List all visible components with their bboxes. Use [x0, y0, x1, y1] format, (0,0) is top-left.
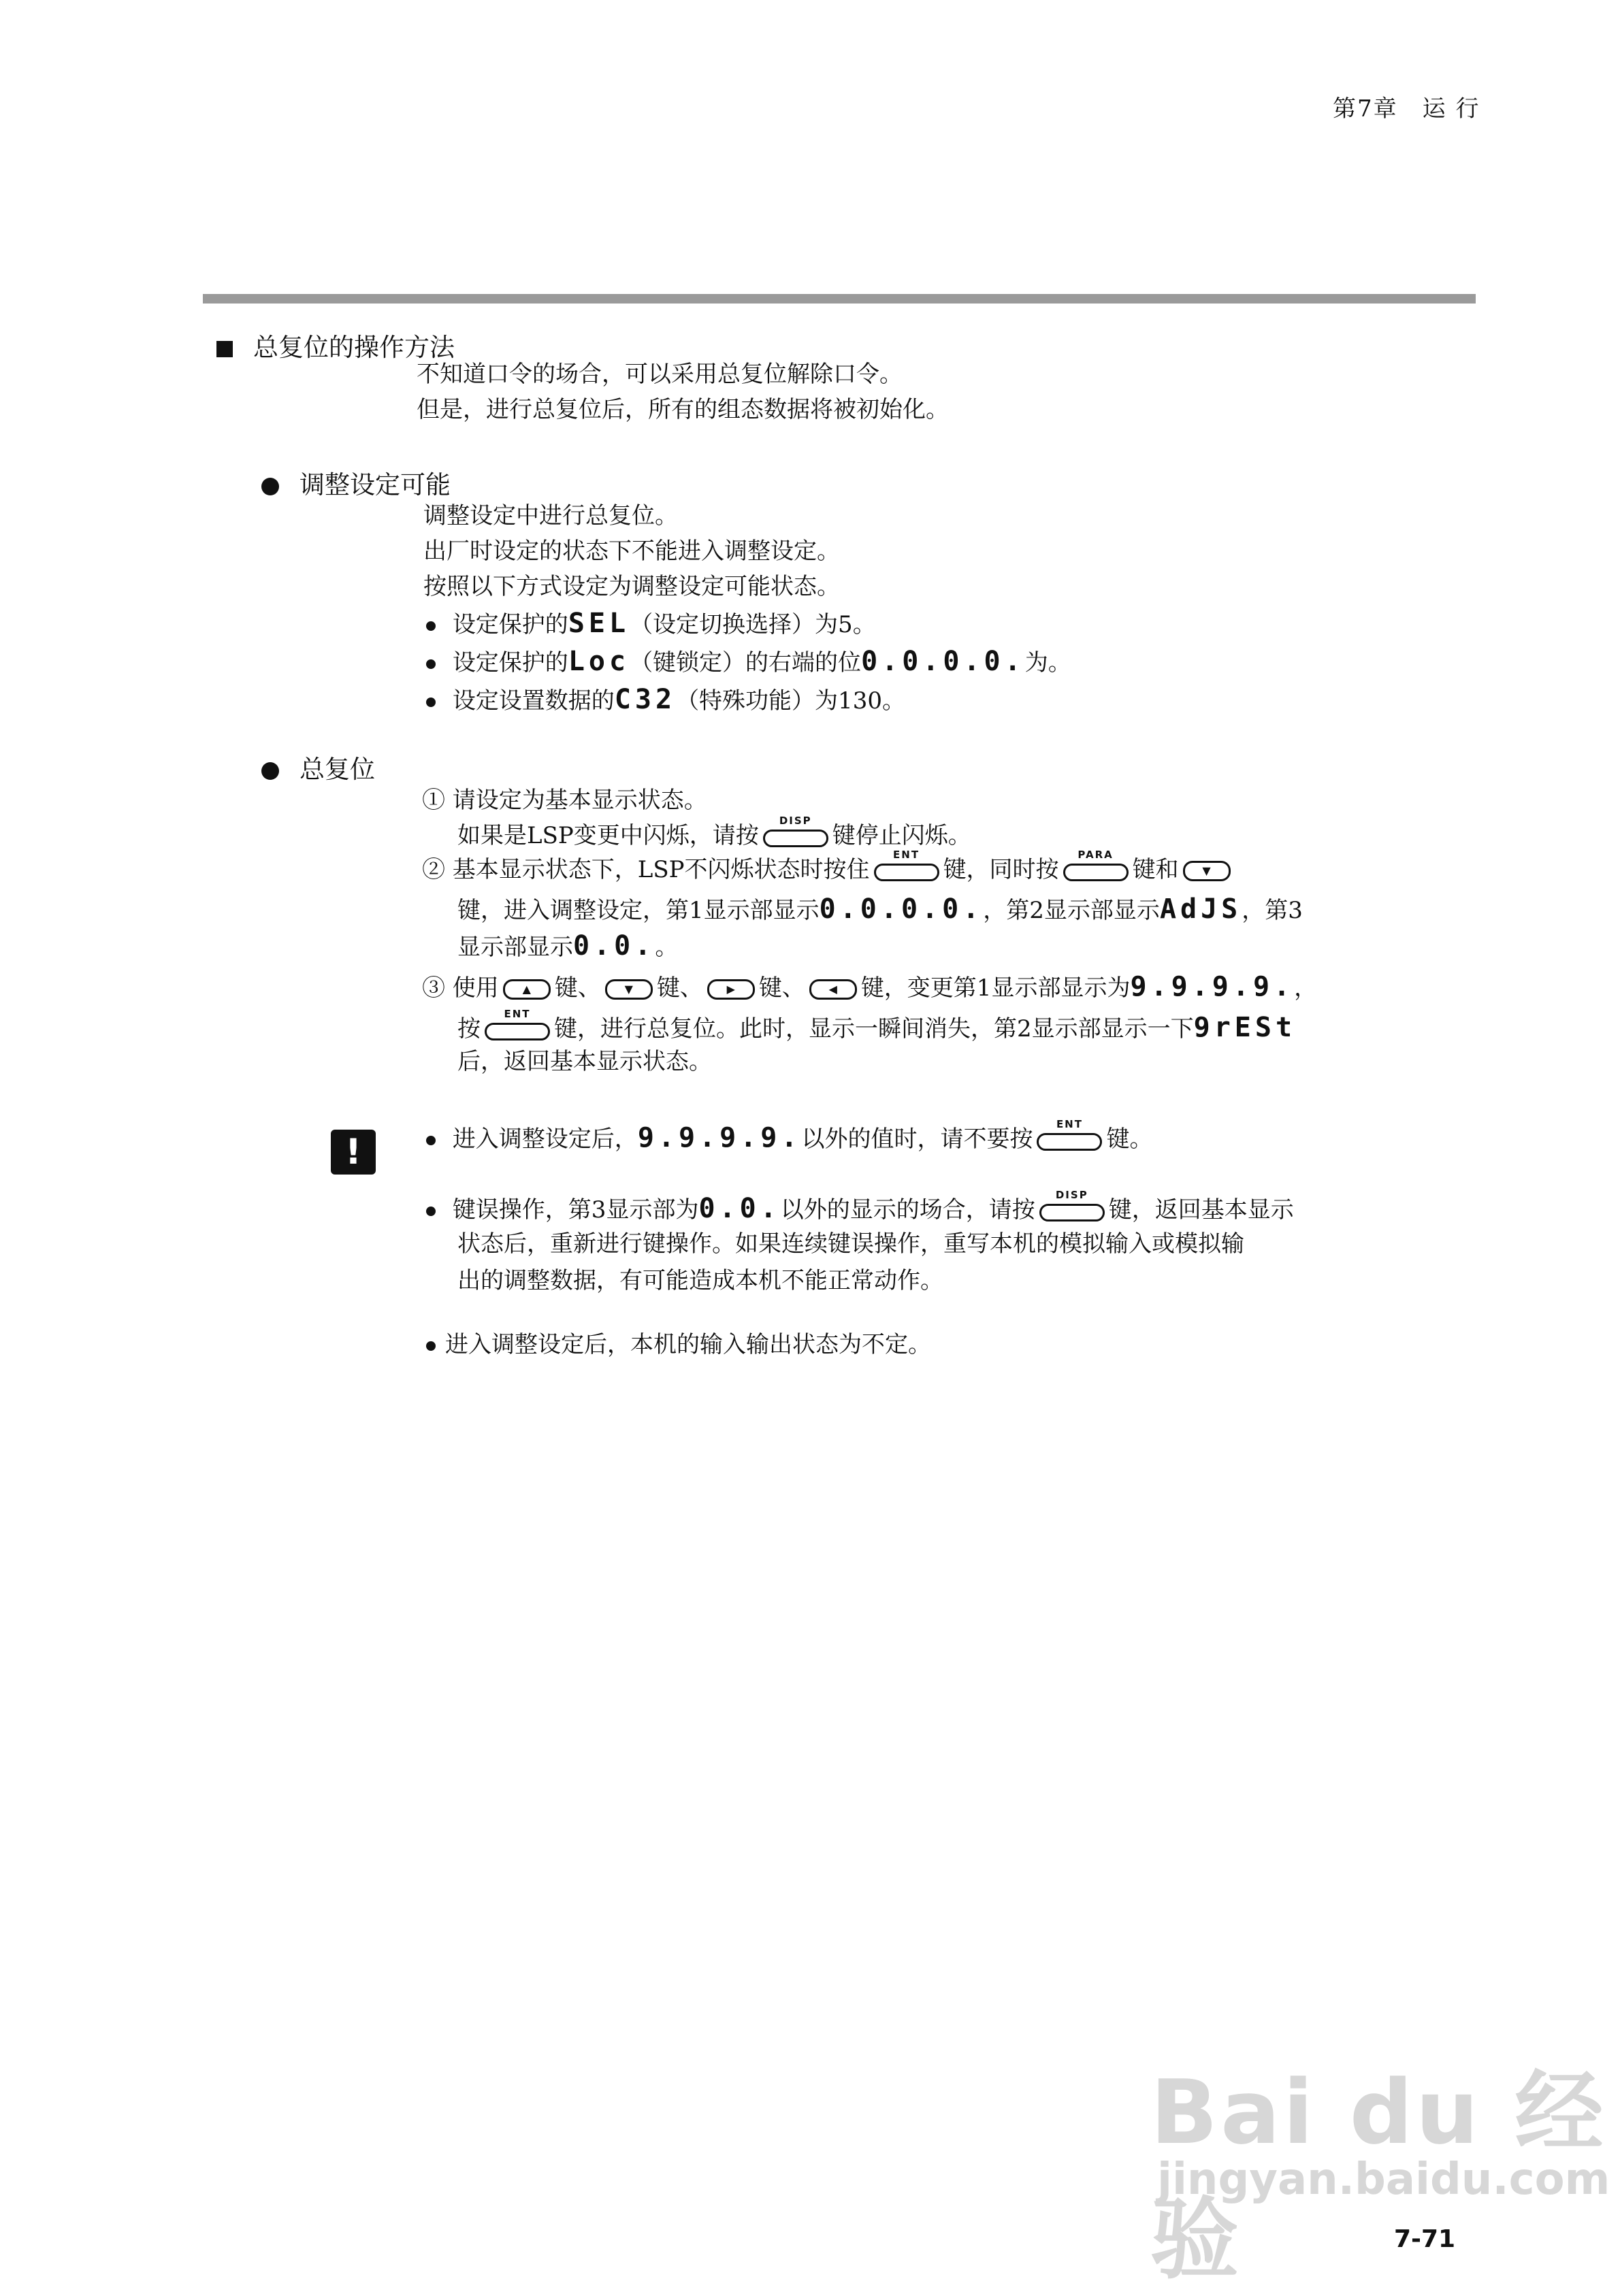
segment-display: C32 [614, 684, 677, 715]
step-2-line-2: 键，进入调整设定，第1显示部显示0.0.0.0.，第2显示部显示AdJS，第3 [457, 893, 1303, 925]
small-bullet-icon [426, 1136, 436, 1145]
warning-3: 进入调整设定后，本机的输入输出状态为不定。 [426, 1331, 931, 1359]
warning-2-line-1: 键误操作，第3显示部为0.0.以外的显示的场合，请按 DISP 键，返回基本显示 [426, 1192, 1294, 1225]
sub1-bullet-1: 设定保护的SEL（设定切换选择）为5。 [426, 607, 876, 640]
section-divider [203, 294, 1476, 304]
ent-key-icon: ENT [1037, 1130, 1102, 1151]
segment-display: 0.0.0.0. [819, 893, 984, 925]
segment-display: SEL [568, 608, 630, 639]
segment-display: Loc [568, 646, 630, 677]
intro-line-1: 不知道口令的场合，可以采用总复位解除口令。 [417, 361, 903, 388]
page-number: 7-71 [1394, 2225, 1456, 2253]
intro-line-2: 但是，进行总复位后，所有的组态数据将被初始化。 [417, 396, 949, 423]
sub-title-2: 总复位 [299, 755, 375, 784]
watermark-logo: Bai du 经验 [1150, 2061, 1606, 2291]
ent-key-icon: ENT [874, 861, 939, 881]
circle-bullet-icon [261, 762, 279, 780]
sub1-bullet-3: 设定设置数据的C32（特殊功能）为130。 [426, 683, 905, 716]
para-key-icon: PARA [1063, 861, 1129, 881]
step-3-line-3: 后，返回基本显示状态。 [457, 1048, 712, 1075]
segment-display: 0.0.0.0. [861, 646, 1025, 677]
ent-key-icon: ENT [485, 1020, 550, 1040]
small-bullet-icon [426, 659, 436, 669]
disp-key-icon: DISP [1039, 1201, 1105, 1221]
small-bullet-icon [426, 621, 436, 631]
sub1-line-3: 按照以下方式设定为调整设定可能状态。 [423, 573, 840, 600]
sub-title-1: 调整设定可能 [299, 470, 451, 499]
chapter-header: 第7章 运 行 [1333, 95, 1480, 122]
segment-display: AdJS [1159, 893, 1242, 925]
watermark-url: jingyan.baidu.com [1157, 2154, 1610, 2205]
section-title: 总复位的操作方法 [253, 333, 455, 362]
segment-display: 0.0. [573, 930, 655, 962]
sub1-line-1: 调整设定中进行总复位。 [423, 502, 678, 529]
step-2-line-1: ② 基本显示状态下，LSP不闪烁状态时按住 ENT 键，同时按 PARA 键和 ▼ [422, 856, 1235, 884]
small-bullet-icon [426, 698, 436, 707]
caution-icon: ! [331, 1130, 376, 1175]
segment-display: 9.9.9.9. [1130, 971, 1295, 1002]
disp-key-icon: DISP [763, 827, 828, 847]
segment-display: 9rESt [1193, 1012, 1297, 1043]
sub-heading-2 [261, 749, 375, 785]
small-bullet-icon [426, 1341, 436, 1351]
step-1-line-1: ① 请设定为基本显示状态。 [422, 787, 707, 814]
segment-display: 9.9.9.9. [637, 1122, 802, 1153]
step-3-line-1: ③ 使用 ▲ 键、 ▼ 键、 ▶ 键、 ◀ 键，变更第1显示部显示为9.9.9.9.， [422, 971, 1318, 1002]
section-heading [216, 327, 455, 363]
square-bullet-icon [216, 341, 233, 357]
warning-2-line-2: 状态后，重新进行键操作。如果连续键误操作，重写本机的模拟输入或模拟输 [457, 1230, 1244, 1258]
step-1-line-2: 如果是LSP变更中闪烁，请按 DISP 键停止闪烁。 [457, 815, 971, 849]
right-arrow-key-icon: ▶ [707, 979, 755, 1000]
sub1-line-2: 出厂时设定的状态下不能进入调整设定。 [423, 538, 840, 565]
sub1-bullet-2: 设定保护的Loc（键锁定）的右端的位0.0.0.0.为。 [426, 645, 1071, 678]
segment-display: 0.0. [698, 1193, 781, 1224]
down-arrow-key-icon: ▼ [605, 979, 653, 1000]
step-3-line-2: 按 ENT 键，进行总复位。此时，显示一瞬间消失，第2显示部显示一下9rESt [457, 1008, 1297, 1043]
down-arrow-key-icon: ▼ [1183, 861, 1231, 881]
warning-2-line-3: 出的调整数据，有可能造成本机不能正常动作。 [457, 1267, 943, 1294]
circle-bullet-icon [261, 478, 279, 495]
warning-1: 进入调整设定后，9.9.9.9.以外的值时，请不要按 ENT 键。 [426, 1121, 1152, 1154]
left-arrow-key-icon: ◀ [809, 979, 857, 1000]
sub-heading-1 [261, 464, 451, 501]
small-bullet-icon [426, 1207, 436, 1216]
up-arrow-key-icon: ▲ [503, 979, 551, 1000]
step-2-line-3: 显示部显示0.0.。 [457, 930, 679, 962]
